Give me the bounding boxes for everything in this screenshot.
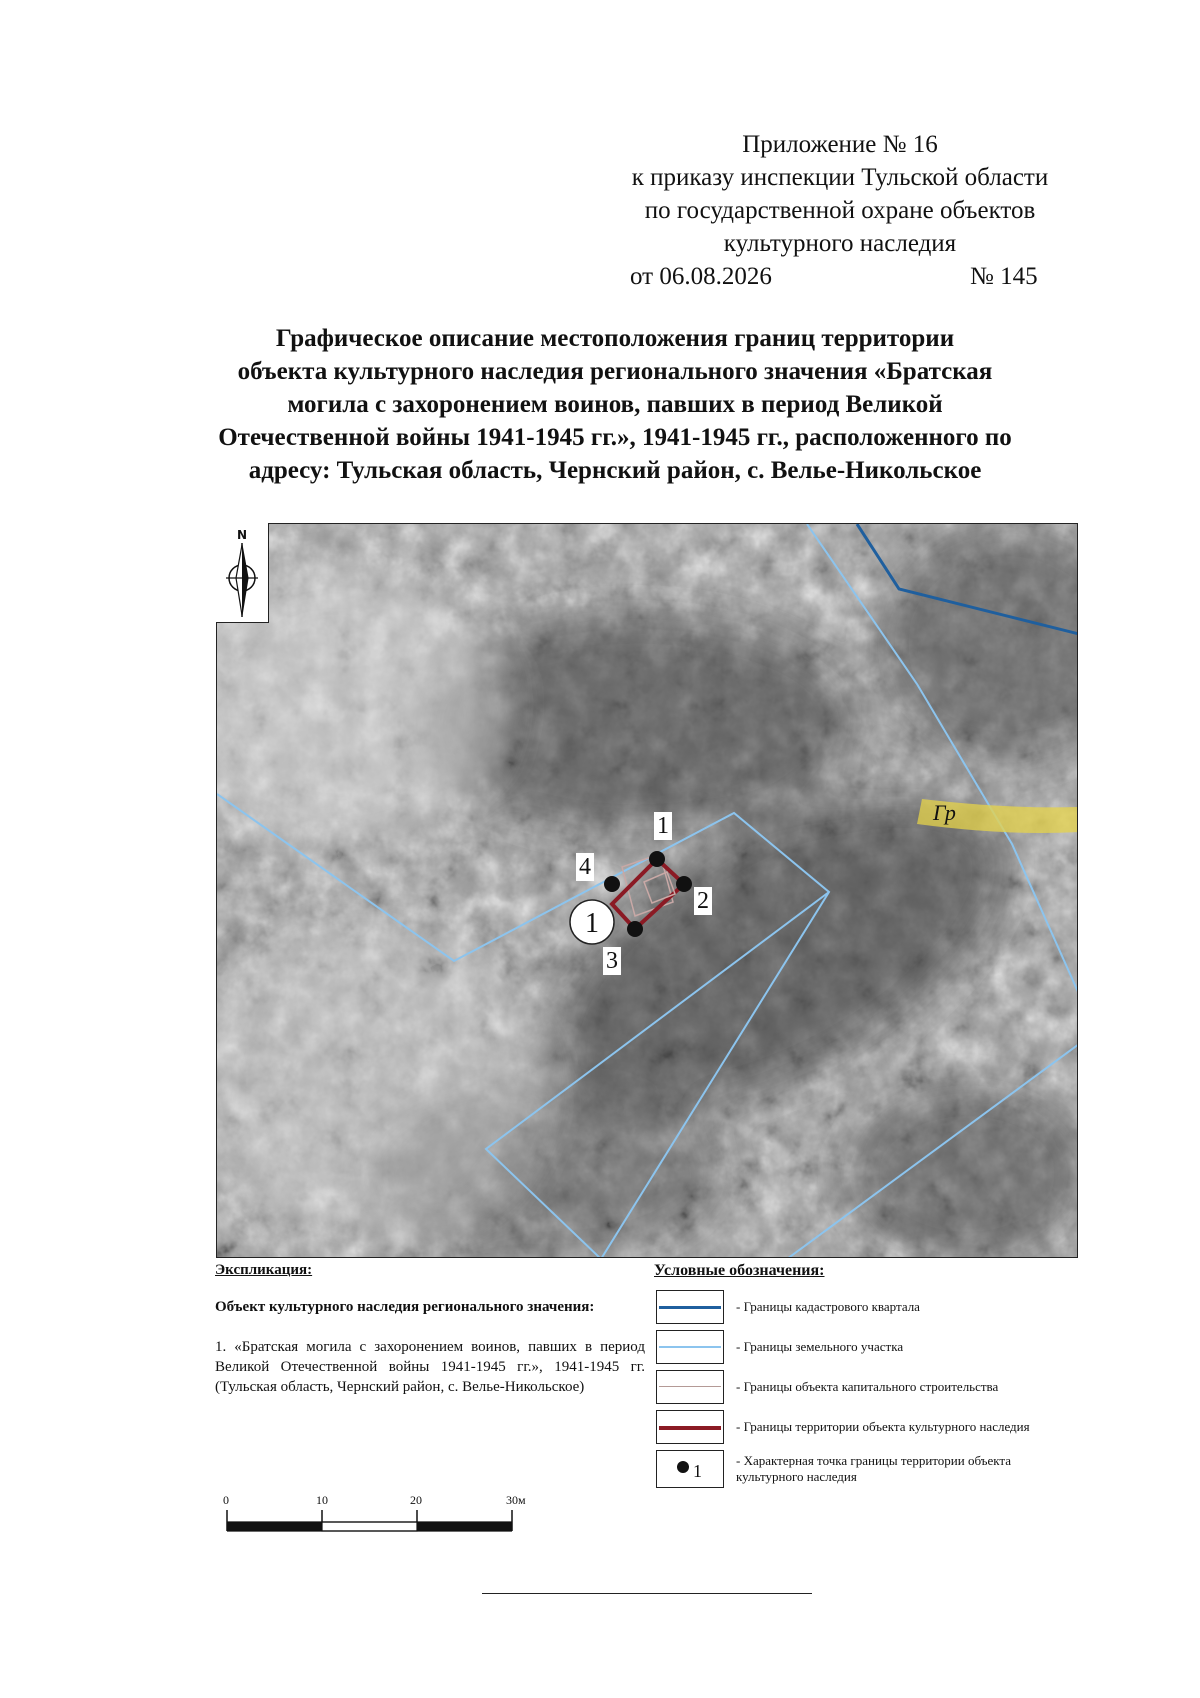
legend-item-cadastral-quarter [656, 1290, 1106, 1326]
svg-text:N: N [236, 528, 248, 542]
explication-heading: Экспликация: [215, 1262, 313, 1278]
boundary-point-4 [604, 876, 620, 892]
appendix-line-2: к приказу инспекции Тульской области [631, 164, 1049, 191]
legend-label: - Границы территории объекта культурного наследия [736, 1419, 1030, 1434]
point-label-3: 3 [603, 947, 621, 975]
scale-tick-30: 30м [506, 1493, 526, 1507]
legend-swatch-building [656, 1370, 724, 1404]
north-arrow-box [216, 523, 269, 623]
point-label-1: 1 [654, 812, 672, 840]
area-label: Гр [933, 800, 956, 825]
legend-label: - Характерная точка границы территории объекта культурного наследия [736, 1453, 1011, 1484]
legend-swatch-heritage-territory [656, 1410, 724, 1444]
boundary-point-2 [676, 876, 692, 892]
appendix-block [560, 128, 1120, 293]
title-line-2: объекта культурного наследия регионального значения «Братская [237, 358, 993, 385]
explication-subheading: Объект культурного наследия регионального значения: [215, 1299, 595, 1315]
object-number: 1 [585, 908, 599, 939]
scale-tick-0: 0 [223, 1493, 229, 1507]
legend-label: - Границы земельного участка [736, 1339, 904, 1354]
legend-label: - Границы кадастрового квартала [736, 1299, 920, 1314]
title-line-3: могила с захоронением воинов, павших в период Великой [287, 391, 943, 418]
order-date: от 06.08.2026 [630, 263, 772, 290]
point-label-2: 2 [694, 887, 712, 915]
legend-swatch-cadastral-quarter [656, 1290, 724, 1324]
legend-heading: Условные обозначения: [654, 1262, 825, 1279]
explication-text: 1. «Братская могила с захоронением воинов, павших в период Великой Отечественной войны 1941-1945 гг.», 1941-1945 гг. (Тульская область, Чернский район, с. Велье-Никольское) [215, 1339, 645, 1395]
point-marker-icon [677, 1461, 689, 1473]
title-line-5: адресу: Тульская область, Чернский район, с. Велье-Никольское [248, 457, 982, 484]
legend-item-boundary-point [656, 1450, 1106, 1494]
north-arrow-icon [216, 523, 269, 623]
scale-bar-graphic [226, 1493, 526, 1533]
order-number: № 145 [970, 263, 1038, 290]
appendix-line-1: Приложение № 16 [742, 131, 938, 158]
title-line-1: Графическое описание местоположения границ территории [275, 325, 955, 352]
scale-tick-20: 20 [410, 1493, 422, 1507]
scale-tick-10: 10 [316, 1493, 328, 1507]
point-label-4: 4 [576, 853, 594, 881]
appendix-line-4: культурного наследия [723, 230, 957, 257]
document-title [150, 322, 1080, 487]
legend-item-land-plot [656, 1330, 1106, 1366]
point-marker-number: 1 [693, 1461, 702, 1481]
legend-item-heritage-territory [656, 1410, 1106, 1446]
boundary-point-3 [627, 921, 643, 937]
order-date-line [560, 260, 1120, 293]
map-canvas [217, 524, 1078, 1258]
closing-rule [482, 1593, 812, 1594]
legend-swatch-boundary-point [656, 1450, 724, 1488]
scale-bar [223, 1493, 526, 1533]
legend-item-building [656, 1370, 1106, 1406]
satellite-map [216, 523, 1078, 1258]
boundary-point-1 [649, 851, 665, 867]
title-line-4: Отечественной войны 1941-1945 гг.», 1941-1945 гг., расположенного по [218, 424, 1012, 451]
appendix-line-3: по государственной охране объектов [644, 197, 1036, 224]
legend-label: - Границы объекта капитального строительства [736, 1379, 999, 1394]
legend-swatch-land-plot [656, 1330, 724, 1364]
